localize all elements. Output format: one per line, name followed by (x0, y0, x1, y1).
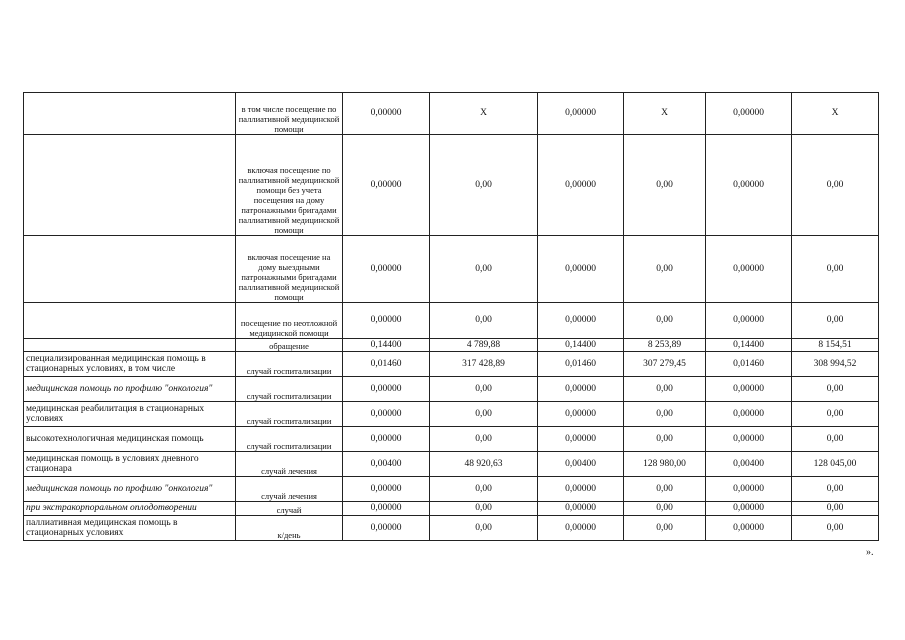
volume-norm-cell: 0,00000 (343, 377, 430, 402)
cost-norm-cell: 0,00 (624, 236, 706, 303)
cost-norm-cell: 317 428,89 (430, 352, 538, 377)
volume-norm-cell: 0,00000 (538, 303, 624, 339)
volume-norm-cell: 0,00400 (343, 452, 430, 477)
table-row (24, 303, 879, 339)
financing-table (23, 92, 879, 541)
row-unit: посещение по неотложной медицинской помощи (236, 303, 343, 339)
cost-norm-cell: 0,00 (430, 477, 538, 502)
volume-norm-cell: 0,00000 (343, 402, 430, 427)
volume-norm-cell: 0,00000 (343, 516, 430, 541)
cost-norm-cell: 0,00 (792, 236, 879, 303)
volume-norm-cell: 0,00000 (538, 502, 624, 516)
cost-norm-cell: 0,00 (430, 135, 538, 236)
volume-norm-cell: 0,00000 (706, 93, 792, 135)
row-unit: случай лечения (236, 477, 343, 502)
row-unit: случай госпитализации (236, 352, 343, 377)
row-description: медицинская помощь в условиях дневного стационара (24, 452, 236, 477)
volume-norm-cell: 0,00000 (538, 135, 624, 236)
volume-norm-cell: 0,00000 (706, 516, 792, 541)
cost-norm-cell: 0,00 (430, 502, 538, 516)
volume-norm-cell: 0,00400 (538, 452, 624, 477)
row-unit: к/день (236, 516, 343, 541)
table-row (24, 236, 879, 303)
volume-norm-cell: 0,14400 (343, 339, 430, 352)
cost-norm-cell: 0,00 (624, 377, 706, 402)
cost-norm-cell: 0,00 (430, 516, 538, 541)
cost-norm-cell: 0,00 (430, 303, 538, 339)
cost-norm-cell: 0,00 (624, 402, 706, 427)
cost-norm-cell: 48 920,63 (430, 452, 538, 477)
volume-norm-cell: 0,00000 (706, 427, 792, 452)
row-description: медицинская помощь по профилю "онкология" (24, 377, 236, 402)
table-row (24, 402, 879, 427)
volume-norm-cell: 0,00000 (538, 402, 624, 427)
volume-norm-cell: 0,00000 (706, 135, 792, 236)
volume-norm-cell: 0,00000 (538, 516, 624, 541)
row-description: медицинская помощь по профилю "онкология" (24, 477, 236, 502)
table-row (24, 377, 879, 402)
row-description (24, 135, 236, 236)
row-unit: случай госпитализации (236, 377, 343, 402)
volume-norm-cell: 0,00000 (706, 236, 792, 303)
cost-norm-cell: 128 045,00 (792, 452, 879, 477)
table-row (24, 477, 879, 502)
cost-norm-cell: 0,00 (792, 135, 879, 236)
volume-norm-cell: 0,14400 (706, 339, 792, 352)
row-description: паллиативная медицинская помощь в стационарных условиях (24, 516, 236, 541)
row-description: при экстракорпоральном оплодотворении (24, 502, 236, 516)
cost-norm-cell: 0,00 (430, 236, 538, 303)
cost-norm-cell: 308 994,52 (792, 352, 879, 377)
cost-norm-cell: Х (792, 93, 879, 135)
row-description: высокотехнологичная медицинская помощь (24, 427, 236, 452)
cost-norm-cell: 0,00 (430, 377, 538, 402)
volume-norm-cell: 0,00000 (706, 502, 792, 516)
row-unit: случай лечения (236, 452, 343, 477)
volume-norm-cell: 0,00000 (343, 135, 430, 236)
volume-norm-cell: 0,00000 (706, 303, 792, 339)
volume-norm-cell: 0,00000 (343, 236, 430, 303)
volume-norm-cell: 0,00000 (343, 427, 430, 452)
cost-norm-cell: Х (430, 93, 538, 135)
volume-norm-cell: 0,00000 (538, 93, 624, 135)
cost-norm-cell: 8 253,89 (624, 339, 706, 352)
cost-norm-cell: 0,00 (624, 502, 706, 516)
volume-norm-cell: 0,01460 (706, 352, 792, 377)
volume-norm-cell: 0,01460 (343, 352, 430, 377)
volume-norm-cell: 0,00000 (538, 236, 624, 303)
volume-norm-cell: 0,00000 (538, 427, 624, 452)
volume-norm-cell: 0,00000 (706, 477, 792, 502)
volume-norm-cell: 0,01460 (538, 352, 624, 377)
table-row (24, 135, 879, 236)
volume-norm-cell: 0,00400 (706, 452, 792, 477)
table-row (24, 452, 879, 477)
cost-norm-cell: 307 279,45 (624, 352, 706, 377)
cost-norm-cell: 0,00 (624, 303, 706, 339)
table-row (24, 516, 879, 541)
cost-norm-cell: 0,00 (792, 427, 879, 452)
cost-norm-cell: 0,00 (792, 377, 879, 402)
table-row (24, 502, 879, 516)
cost-norm-cell: Х (624, 93, 706, 135)
row-unit: в том числе посещение по паллиативной медицинской помощи (236, 93, 343, 135)
table-row (24, 352, 879, 377)
row-description (24, 339, 236, 352)
volume-norm-cell: 0,14400 (538, 339, 624, 352)
row-unit: включая посещение по паллиативной медицинской помощи без учета посещения на дому патронажными бригадами паллиативной медицинской помощи (236, 135, 343, 236)
row-unit: случай (236, 502, 343, 516)
cost-norm-cell: 0,00 (792, 303, 879, 339)
row-description: специализированная медицинская помощь в стационарных условиях, в том числе (24, 352, 236, 377)
row-description (24, 236, 236, 303)
closing-quote: ». (866, 547, 874, 558)
cost-norm-cell: 0,00 (624, 516, 706, 541)
cost-norm-cell: 8 154,51 (792, 339, 879, 352)
table-body (24, 93, 879, 541)
cost-norm-cell: 0,00 (792, 477, 879, 502)
cost-norm-cell: 0,00 (624, 135, 706, 236)
cost-norm-cell: 0,00 (792, 502, 879, 516)
cost-norm-cell: 0,00 (430, 402, 538, 427)
volume-norm-cell: 0,00000 (538, 377, 624, 402)
row-unit: обращение (236, 339, 343, 352)
volume-norm-cell: 0,00000 (343, 93, 430, 135)
row-description (24, 303, 236, 339)
cost-norm-cell: 0,00 (792, 402, 879, 427)
cost-norm-cell: 0,00 (624, 477, 706, 502)
table-row (24, 427, 879, 452)
row-description: медицинская реабилитация в стационарных условиях (24, 402, 236, 427)
volume-norm-cell: 0,00000 (343, 502, 430, 516)
row-unit: включая посещение на дому выездными патронажными бригадами паллиативной медицинской помощи (236, 236, 343, 303)
table-row (24, 93, 879, 135)
volume-norm-cell: 0,00000 (538, 477, 624, 502)
volume-norm-cell: 0,00000 (706, 402, 792, 427)
table-row (24, 339, 879, 352)
row-description (24, 93, 236, 135)
row-unit: случай госпитализации (236, 427, 343, 452)
volume-norm-cell: 0,00000 (343, 477, 430, 502)
volume-norm-cell: 0,00000 (706, 377, 792, 402)
cost-norm-cell: 4 789,88 (430, 339, 538, 352)
cost-norm-cell: 0,00 (624, 427, 706, 452)
cost-norm-cell: 128 980,00 (624, 452, 706, 477)
row-unit: случай госпитализации (236, 402, 343, 427)
volume-norm-cell: 0,00000 (343, 303, 430, 339)
cost-norm-cell: 0,00 (430, 427, 538, 452)
cost-norm-cell: 0,00 (792, 516, 879, 541)
